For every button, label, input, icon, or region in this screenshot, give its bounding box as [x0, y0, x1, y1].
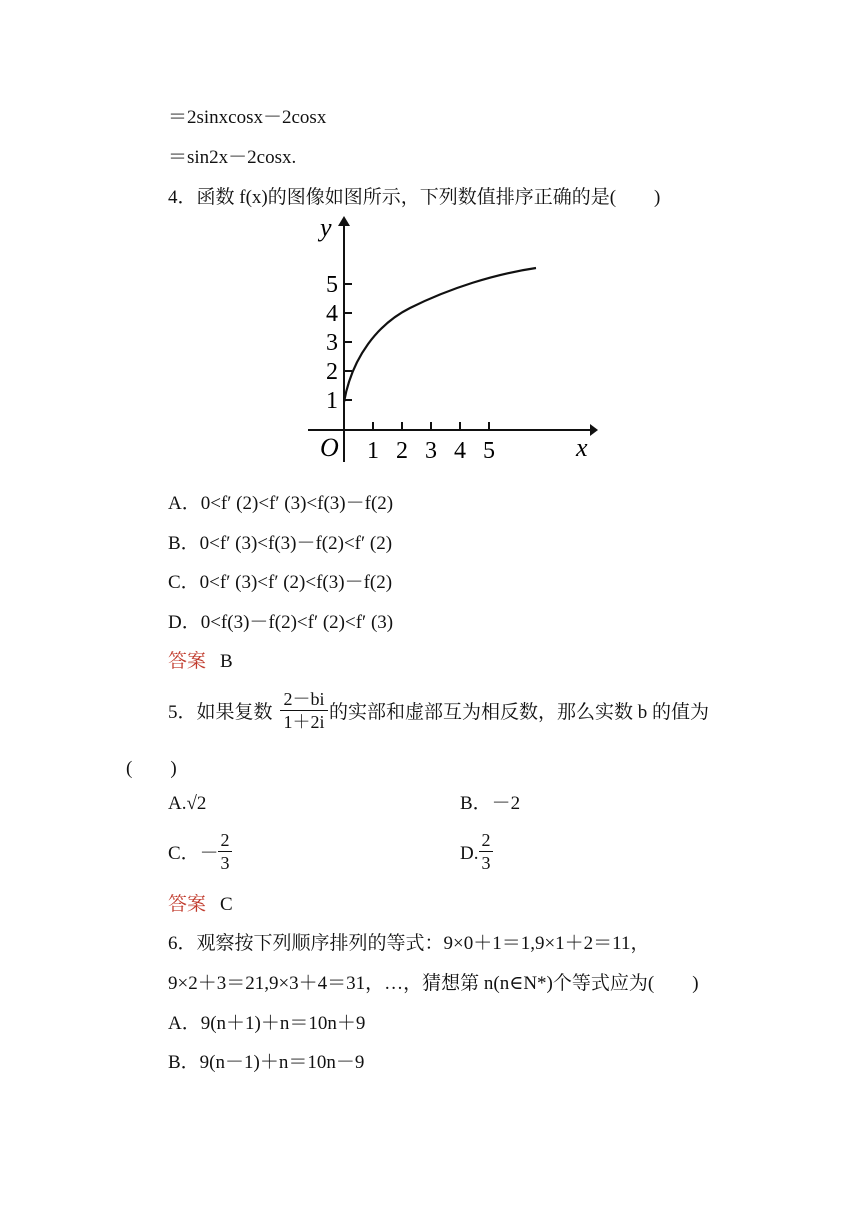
question-5-stem-suffix: 的实部和虚部互为相反数，那么实数 b 的值为 — [329, 702, 710, 723]
origin-label: O — [320, 433, 339, 462]
question-5-stem-prefix: 5．如果复数 — [168, 702, 273, 723]
fraction-denominator: 1＋2i — [280, 710, 328, 733]
fraction-denominator: 3 — [218, 851, 232, 874]
x-axis-arrow — [590, 424, 598, 436]
question-5-fraction — [280, 688, 328, 733]
x-tick-marks — [373, 422, 489, 430]
question-5-paren: ( ) — [126, 758, 177, 779]
y-tick-label: 4 — [326, 301, 338, 327]
question-4-option-b: B．0<f′ (3)<f(3)－f(2)<f′ (2) — [168, 533, 393, 554]
option-d-fraction — [479, 829, 493, 874]
x-tick-label: 1 — [367, 438, 379, 464]
question-5-option-d-prefix: D. — [460, 843, 479, 864]
x-tick-label: 2 — [396, 438, 408, 464]
answer-label: 答案 — [168, 894, 207, 915]
x-tick-label: 3 — [425, 438, 437, 464]
function-curve — [344, 268, 536, 402]
y-tick-label: 3 — [326, 330, 338, 356]
question-5-answer — [168, 893, 233, 917]
question-4-option-d: D．0<f(3)－f(2)<f′ (2)<f′ (3) — [168, 612, 394, 633]
derivation-line-1: ＝2sinxcosx－2cosx — [168, 107, 327, 128]
y-axis-arrow — [338, 216, 350, 226]
question-6-line-1: 6．观察按下列顺序排列的等式：9×0＋1＝1,9×1＋2＝11， — [168, 933, 650, 954]
y-tick-label: 1 — [326, 388, 338, 414]
question-6-option-b: B．9(n－1)＋n＝10n－9 — [168, 1052, 365, 1073]
fraction-denominator: 3 — [479, 851, 493, 874]
y-tick-label: 5 — [326, 272, 338, 298]
fraction-numerator: 2 — [220, 830, 230, 850]
x-tick-label: 4 — [454, 438, 466, 464]
x-axis-label: x — [576, 433, 588, 462]
function-graph — [300, 212, 600, 472]
y-axis-label: y — [320, 213, 332, 242]
question-5-option-b: B．－2 — [460, 793, 521, 814]
question-5-option-c-prefix: C．－ — [168, 843, 219, 864]
y-tick-label: 2 — [326, 359, 338, 385]
answer-label: 答案 — [168, 651, 207, 672]
question-4-answer — [168, 650, 233, 674]
answer-value: C — [220, 894, 233, 915]
fraction-numerator: 2 — [481, 830, 491, 850]
answer-value: B — [220, 651, 233, 672]
question-6-option-a: A．9(n＋1)＋n＝10n＋9 — [168, 1013, 366, 1034]
derivation-line-2: ＝sin2x－2cosx. — [168, 147, 297, 168]
x-tick-label: 5 — [483, 438, 495, 464]
question-6-line-2: 9×2＋3＝21,9×3＋4＝31，…，猜想第 n(n∈N*)个等式应为( ) — [168, 973, 699, 994]
question-5-option-a: A.√2 — [168, 793, 207, 814]
question-4-stem: 4．函数 f(x)的图像如图所示，下列数值排序正确的是( ) — [168, 187, 661, 208]
fraction-numerator: 2－bi — [283, 689, 325, 709]
question-4-option-a: A．0<f′ (2)<f′ (3)<f(3)－f(2) — [168, 493, 394, 514]
option-c-fraction — [218, 829, 232, 874]
question-4-option-c: C．0<f′ (3)<f′ (2)<f(3)－f(2) — [168, 572, 393, 593]
